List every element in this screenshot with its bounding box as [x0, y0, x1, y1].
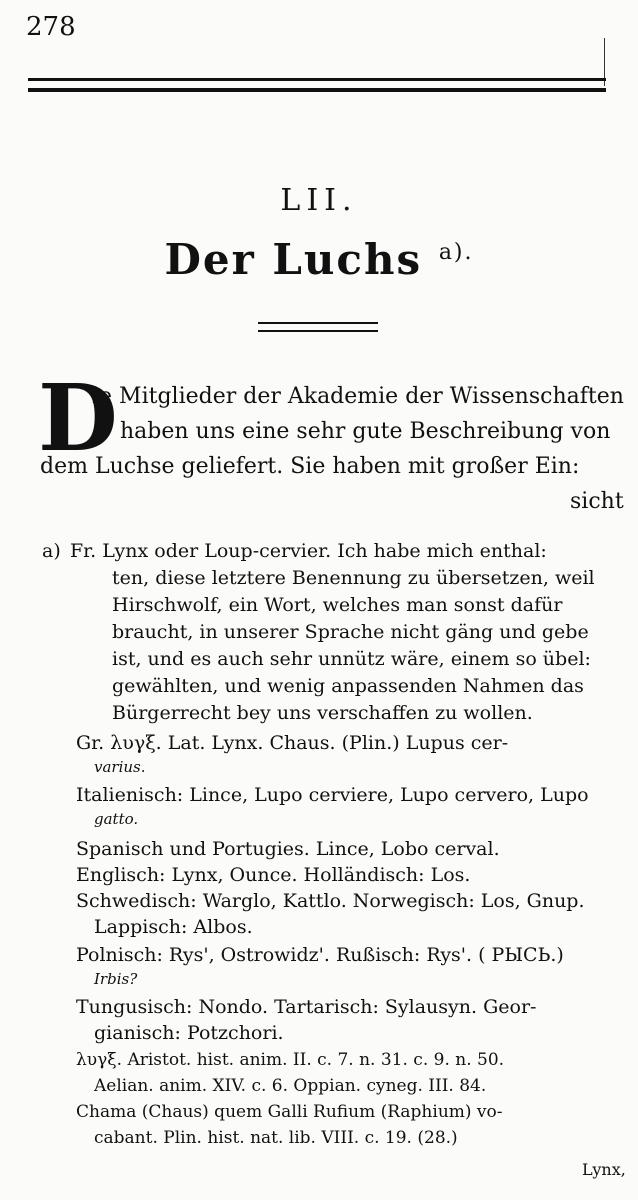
catchword: Lynx, [582, 1160, 626, 1179]
page-number: 278 [26, 12, 76, 42]
name-line: Tungusisch: Nondo. Tartarisch: Sylausyn. Geor- [76, 996, 537, 1018]
footnote-line: ten, diese letztere Benennung zu übersetzen, weil [112, 567, 595, 589]
reference-line: Aelian. anim. XIV. c. 6. Oppian. cyneg. III. 84. [94, 1076, 487, 1096]
reference-line: Chama (Chaus) quem Galli Rufium (Raphium) vo- [76, 1102, 503, 1122]
header-rule [28, 78, 606, 81]
name-line: Italienisch: Lince, Lupo cerviere, Lupo cervero, Lupo [76, 784, 589, 806]
footnote-line: Bürgerrecht bey uns verschaffen zu wollen. [112, 702, 533, 724]
footnote-line: gewählten, und wenig anpassenden Nahmen das [112, 675, 584, 697]
title-text: Der Luchs [164, 235, 423, 284]
name-line: Spanisch und Portugies. Lince, Lobo cerval. [76, 838, 500, 860]
name-line: gianisch: Potzchori. [94, 1022, 284, 1044]
footnote-line: Fr. Lynx oder Loup-cervier. Ich habe mich enthal: [70, 540, 547, 562]
drop-cap: D [38, 364, 118, 472]
name-line: Lappisch: Albos. [94, 916, 253, 938]
body-line: haben uns eine sehr gute Beschreibung von [120, 419, 611, 444]
ornament-rule [258, 322, 378, 332]
name-line: Schwedisch: Warglo, Kattlo. Norwegisch: Los, Gnup. [76, 890, 585, 912]
name-line: Irbis? [94, 970, 138, 988]
name-line: Englisch: Lynx, Ounce. Holländisch: Los. [76, 864, 471, 886]
reference-line: λυγξ. Aristot. hist. anim. II. c. 7. n. 31. c. 9. n. 50. [76, 1050, 505, 1070]
footnote-line: braucht, in unserer Sprache nicht gäng und gebe [112, 621, 589, 643]
name-line: varius. [94, 758, 146, 776]
name-line: Polnisch: Rys', Ostrowidz'. Rußisch: Rys'. ( РЫСЬ.) [76, 944, 564, 966]
reference-line: cabant. Plin. hist. nat. lib. VIII. c. 19. (28.) [94, 1128, 458, 1148]
chapter-title [0, 235, 638, 284]
body-line: dem Luchse geliefert. Sie haben mit großer Ein: [40, 454, 580, 479]
footnote-marker: a) [42, 540, 61, 562]
title-note-ref: a). [438, 240, 474, 265]
name-line: Gr. λυγξ. Lat. Lynx. Chaus. (Plin.) Lupus cer- [76, 732, 509, 754]
body-line: sicht [570, 489, 624, 514]
chapter-number: LII. [280, 183, 358, 218]
footnote-line: Hirschwolf, ein Wort, welches man sonst dafür [112, 594, 563, 616]
footnote-line: ist, und es auch sehr unnütz wäre, einem so übel: [112, 648, 591, 670]
header-rule-double [28, 88, 606, 92]
body-line: ie Mitglieder der Akademie der Wissenschaften [92, 384, 624, 409]
name-line: gatto. [94, 810, 139, 828]
